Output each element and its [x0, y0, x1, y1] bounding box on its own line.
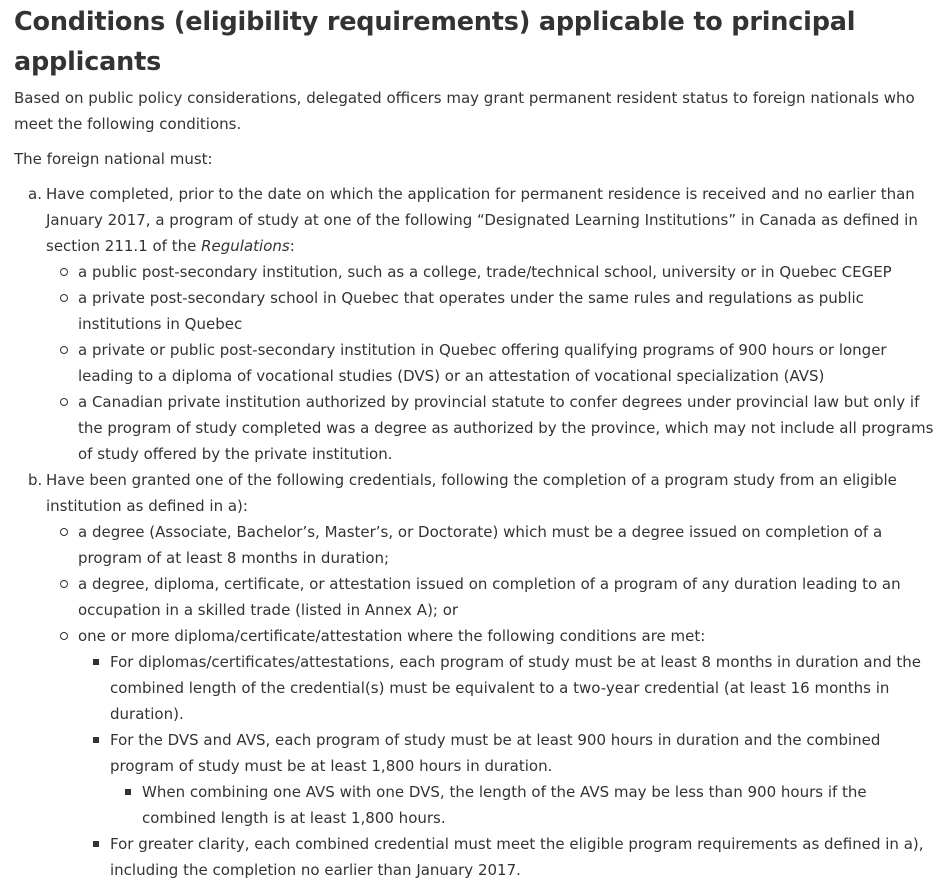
- condition-b-text: Have been granted one of the following credentials, following the completion of a program study from an eligible institution as defined in a):: [46, 471, 897, 515]
- square-bullet-icon: [93, 737, 99, 743]
- list-item-text: When combining one AVS with one DVS, the length of the AVS may be less than 900 hours if the combined length is at least 1,800 hours.: [142, 783, 867, 827]
- page-title: Conditions (eligibility requirements) applicable to principal applicants: [14, 7, 856, 77]
- square-bullet-icon: [125, 789, 131, 795]
- list-item-text: a Canadian private institution authorized by provincial statute to confer degrees under provincial law but only if the program of study completed was a degree as authorized by the province, which may not include all programs of study offered by the private institution.: [78, 393, 934, 463]
- list-item: [142, 779, 934, 831]
- list-item-text: a public post-secondary institution, such as a college, trade/technical school, university or in Quebec CEGEP: [78, 263, 892, 281]
- diploma-conditions-list: [78, 649, 934, 883]
- list-marker-b: b.: [28, 471, 43, 489]
- list-item: [78, 337, 934, 389]
- conditions-list: [14, 181, 934, 883]
- list-item: [78, 285, 934, 337]
- list-item: [78, 623, 934, 883]
- circle-bullet-icon: [60, 528, 68, 536]
- list-marker-a: a.: [28, 185, 42, 203]
- list-item-text: a private or public post-secondary institution in Quebec offering qualifying programs of 900 hours or longer leading to a diploma of vocational studies (DVS) or an attestation of vocational specialization (AVS): [78, 341, 887, 385]
- credential-list: [46, 519, 934, 883]
- list-item-text: one or more diploma/certificate/attestation where the following conditions are met:: [78, 627, 706, 645]
- condition-a: [28, 181, 934, 467]
- circle-bullet-icon: [60, 580, 68, 588]
- circle-bullet-icon: [60, 398, 68, 406]
- list-item: [78, 259, 934, 285]
- list-item: [78, 389, 934, 467]
- list-item-text: For the DVS and AVS, each program of study must be at least 900 hours in duration and the combined program of study must be at least 1,800 hours in duration.: [110, 731, 881, 775]
- list-item: [110, 727, 934, 831]
- list-item: [110, 831, 934, 883]
- condition-a-text-start: Have completed, prior to the date on which the application for permanent residence is received and no earlier than January 2017, a program of study at one of the following “Designated Learning Institutions” in Canada as defined in section 211.1 of the: [46, 185, 918, 255]
- list-item: [78, 519, 934, 571]
- list-item: [110, 649, 934, 727]
- list-item-text: a degree, diploma, certificate, or attestation issued on completion of a program of any duration leading to an occupation in a skilled trade (listed in Annex A); or: [78, 575, 901, 619]
- condition-a-text: [46, 185, 918, 255]
- condition-a-text-end: :: [289, 237, 295, 255]
- list-item: [78, 571, 934, 623]
- intro-paragraph: Based on public policy considerations, delegated officers may grant permanent resident status to foreign nationals who meet the following conditions.: [14, 89, 915, 133]
- condition-b: [28, 467, 934, 883]
- list-item-text: a private post-secondary school in Quebec that operates under the same rules and regulations as public institutions in Quebec: [78, 289, 864, 333]
- square-bullet-icon: [93, 659, 99, 665]
- lead-in-paragraph: The foreign national must:: [14, 150, 213, 168]
- regulations-emphasis: Regulations: [201, 237, 290, 255]
- list-item-text: For greater clarity, each combined credential must meet the eligible program requirements as defined in a), including the completion no earlier than January 2017.: [110, 835, 924, 879]
- nested-conditions-list: [110, 779, 934, 831]
- square-bullet-icon: [93, 841, 99, 847]
- list-item-text: For diplomas/certificates/attestations, each program of study must be at least 8 months in duration and the combined length of the credential(s) must be equivalent to a two-year credential (at least 16 months in duration).: [110, 653, 921, 723]
- circle-bullet-icon: [60, 346, 68, 354]
- circle-bullet-icon: [60, 632, 68, 640]
- list-item-text: a degree (Associate, Bachelor’s, Master’s, or Doctorate) which must be a degree issued on completion of a program of at least 8 months in duration;: [78, 523, 883, 567]
- circle-bullet-icon: [60, 268, 68, 276]
- circle-bullet-icon: [60, 294, 68, 302]
- institution-list: [46, 259, 934, 467]
